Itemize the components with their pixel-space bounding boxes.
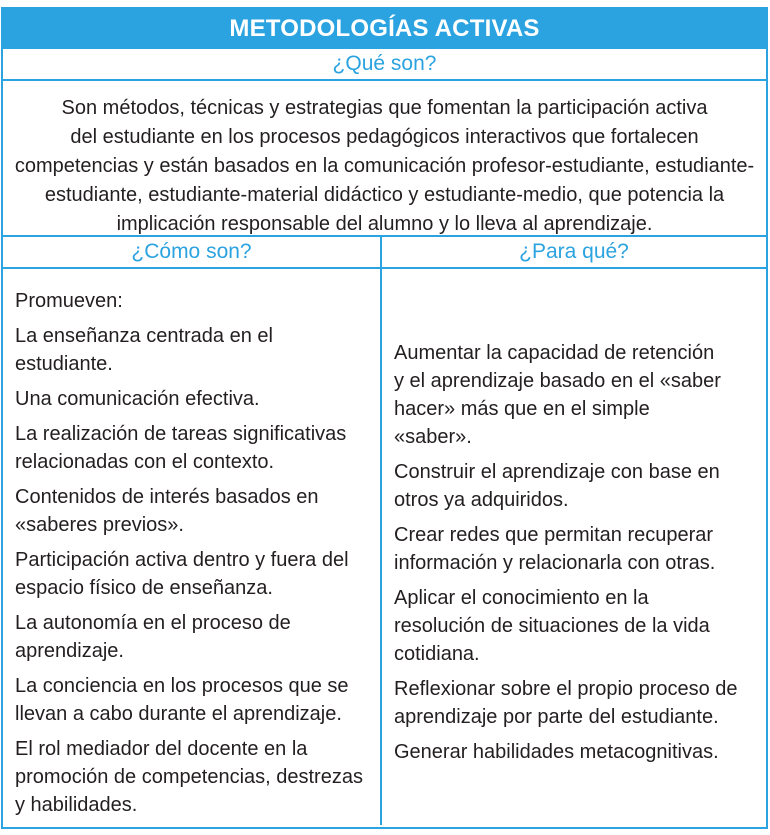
list-item: [15, 483, 372, 539]
list-item-line: y el aprendizaje basado en el «saber: [394, 370, 721, 392]
definition-text: [3, 81, 766, 237]
como-son-heading: ¿Cómo son?: [3, 237, 382, 267]
list-item: [15, 322, 372, 378]
column-headers: [3, 237, 766, 269]
definition-line: del estudiante en los procesos pedagógicos interactivos que fortalecen: [70, 126, 699, 148]
list-item: [394, 675, 758, 731]
methodology-table: [1, 7, 768, 829]
list-item: [15, 609, 372, 665]
list-item-line: Aplicar el conocimiento en la: [394, 587, 649, 609]
list-item: [394, 458, 758, 514]
list-item-line: información y relacionarla con otras.: [394, 552, 716, 574]
columns-body: [3, 269, 766, 825]
list-item-line: «saberes previos».: [15, 514, 184, 536]
list-item-line: otros ya adquiridos.: [394, 489, 569, 511]
list-item-line: aprendizaje.: [15, 640, 124, 662]
list-item-line: «saber».: [394, 426, 472, 448]
list-item-line: La enseñanza centrada en el: [15, 325, 273, 347]
list-item-line: Una comunicación efectiva.: [15, 388, 260, 410]
list-item-line: Promueven:: [15, 290, 123, 312]
list-item: [15, 385, 372, 413]
list-item: [15, 546, 372, 602]
que-son-heading: ¿Qué son?: [3, 49, 766, 81]
list-item-line: Reflexionar sobre el propio proceso de: [394, 678, 738, 700]
list-item: [15, 287, 372, 315]
list-item-line: Construir el aprendizaje con base en: [394, 461, 720, 483]
list-item-line: Generar habilidades metacognitivas.: [394, 741, 719, 763]
list-item: [15, 420, 372, 476]
list-item-line: estudiante.: [15, 353, 113, 375]
list-item-line: promoción de competencias, destrezas: [15, 766, 363, 788]
list-item-line: y habilidades.: [15, 794, 138, 816]
list-item-line: El rol mediador del docente en la: [15, 738, 308, 760]
list-item-line: Participación activa dentro y fuera del: [15, 549, 349, 571]
list-item-line: hacer» más que en el simple: [394, 398, 650, 420]
table-title: METODOLOGÍAS ACTIVAS: [3, 9, 766, 49]
list-item: [394, 584, 758, 668]
para-que-list: [382, 269, 766, 825]
list-item-line: La conciencia en los procesos que se: [15, 675, 349, 697]
list-item-line: resolución de situaciones de la vida: [394, 615, 710, 637]
definition-line: Son métodos, técnicas y estrategias que fomentan la participación activa: [61, 97, 708, 119]
para-que-heading: ¿Para qué?: [519, 240, 629, 263]
list-item-line: Crear redes que permitan recuperar: [394, 524, 714, 546]
list-item-line: espacio físico de enseñanza.: [15, 577, 273, 599]
list-item-line: La realización de tareas significativas: [15, 423, 347, 445]
list-item: [394, 738, 758, 766]
list-item-line: La autonomía en el proceso de: [15, 612, 291, 634]
list-item-line: cotidiana.: [394, 643, 480, 665]
list-item: [394, 339, 758, 451]
list-item-line: llevan a cabo durante el aprendizaje.: [15, 703, 342, 725]
list-item-line: relacionadas con el contexto.: [15, 451, 275, 473]
definition-line: competencias y están basados en la comunicación profesor-estudiante, estudiante-: [14, 155, 755, 177]
definition-line: estudiante, estudiante-material didáctico y estudiante-medio, que potencia la: [44, 184, 725, 206]
list-item: [394, 521, 758, 577]
list-item-line: Contenidos de interés basados en: [15, 486, 319, 508]
como-son-list: [3, 269, 382, 825]
list-item-line: aprendizaje por parte del estudiante.: [394, 706, 719, 728]
list-item: [15, 735, 372, 819]
definition-line: implicación responsable del alumno y lo lleva al aprendizaje.: [116, 213, 653, 235]
list-item-line: Aumentar la capacidad de retención: [394, 342, 715, 364]
list-item: [15, 672, 372, 728]
